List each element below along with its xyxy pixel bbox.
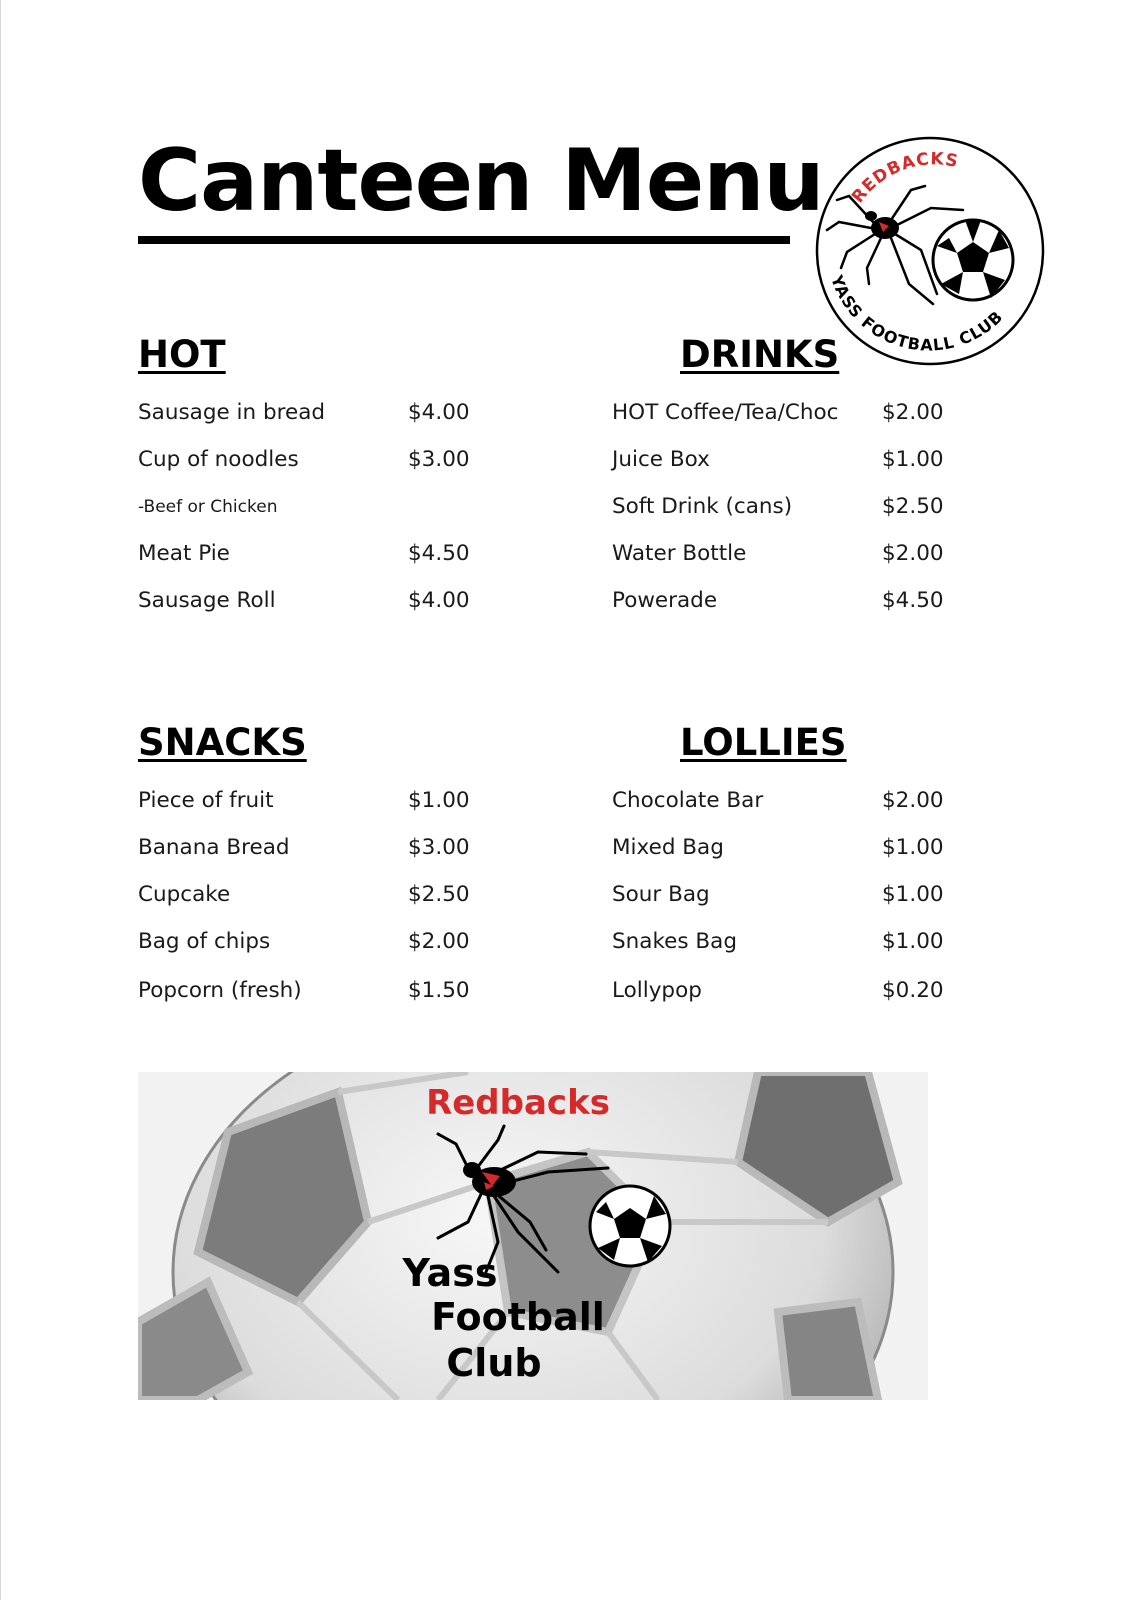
- item-name: Cup of noodles: [138, 447, 299, 472]
- menu-item: [138, 447, 468, 477]
- menu-item: [138, 978, 468, 1008]
- item-name: Powerade: [612, 588, 718, 613]
- section-heading-lollies: LOLLIES: [680, 721, 847, 764]
- item-price: $1.00: [882, 882, 944, 907]
- menu-item-note: [138, 494, 468, 524]
- item-name: Juice Box: [612, 447, 710, 472]
- item-price: $1.50: [408, 978, 470, 1003]
- banner-line-3: Club: [446, 1341, 542, 1385]
- item-price: $2.00: [882, 788, 944, 813]
- item-name: Mixed Bag: [612, 835, 724, 860]
- section-heading-snacks: SNACKS: [138, 721, 307, 764]
- menu-item: [612, 588, 952, 618]
- menu-item: [612, 447, 952, 477]
- item-name: Snakes Bag: [612, 929, 737, 954]
- menu-item: [612, 541, 952, 571]
- menu-item: [138, 541, 468, 571]
- club-logo: [813, 134, 1047, 368]
- menu-item: [138, 882, 468, 912]
- section-heading-drinks: DRINKS: [680, 333, 840, 376]
- club-banner: [138, 1072, 928, 1400]
- item-name: Popcorn (fresh): [138, 978, 302, 1003]
- menu-item: [138, 929, 468, 959]
- item-price: $3.00: [408, 447, 470, 472]
- logo-arc-top-text: REDBACKS: [848, 149, 961, 207]
- item-name: Bag of chips: [138, 929, 271, 954]
- item-price: $4.00: [408, 400, 470, 425]
- banner-line-1: Yass: [402, 1251, 498, 1295]
- item-name: Banana Bread: [138, 835, 290, 860]
- menu-item: [612, 494, 952, 524]
- item-name: Soft Drink (cans): [612, 494, 793, 519]
- logo-arc-bottom-text: YASS FOOTBALL CLUB: [827, 272, 1007, 355]
- title-underline: [138, 236, 790, 244]
- item-price: $1.00: [882, 835, 944, 860]
- menu-item: [612, 978, 952, 1008]
- item-name: Sour Bag: [612, 882, 710, 907]
- item-price: $2.50: [408, 882, 470, 907]
- item-price: $1.00: [882, 447, 944, 472]
- banner-line-2: Football: [431, 1295, 605, 1339]
- menu-item: [138, 400, 468, 430]
- item-price: $0.20: [882, 978, 944, 1003]
- item-name: Lollypop: [612, 978, 702, 1003]
- item-price: $1.00: [408, 788, 470, 813]
- item-name: Piece of fruit: [138, 788, 274, 813]
- item-name: Water Bottle: [612, 541, 747, 566]
- item-price: $2.00: [408, 929, 470, 954]
- banner-brand-text: Redbacks: [426, 1083, 610, 1123]
- soccer-ball-icon: [933, 220, 1013, 300]
- banner-spider-head: [463, 1162, 481, 1178]
- item-price: $4.00: [408, 588, 470, 613]
- menu-item: [138, 788, 468, 818]
- menu-item: [612, 788, 952, 818]
- menu-item: [138, 588, 468, 618]
- item-price: $4.50: [408, 541, 470, 566]
- item-name: Cupcake: [138, 882, 231, 907]
- item-price: $4.50: [882, 588, 944, 613]
- item-price: $2.50: [882, 494, 944, 519]
- menu-item: [138, 835, 468, 865]
- page-title: Canteen Menu: [138, 131, 824, 231]
- menu-item: [612, 929, 952, 959]
- item-name: Sausage Roll: [138, 588, 276, 613]
- menu-item: [612, 882, 952, 912]
- menu-item: [612, 400, 952, 430]
- section-heading-hot: HOT: [138, 333, 226, 376]
- item-name: Sausage in bread: [138, 400, 326, 425]
- item-note: -Beef or Chicken: [138, 497, 278, 517]
- spider-head: [865, 211, 877, 221]
- item-name: HOT Coffee/Tea/Choc: [612, 400, 839, 425]
- item-name: Chocolate Bar: [612, 788, 764, 813]
- item-price: $1.00: [882, 929, 944, 954]
- banner-small-ball-icon: [590, 1186, 670, 1266]
- menu-item: [612, 835, 952, 865]
- item-price: $2.00: [882, 541, 944, 566]
- page-edge: [0, 0, 1, 1600]
- item-price: $3.00: [408, 835, 470, 860]
- item-price: $2.00: [882, 400, 944, 425]
- item-name: Meat Pie: [138, 541, 230, 566]
